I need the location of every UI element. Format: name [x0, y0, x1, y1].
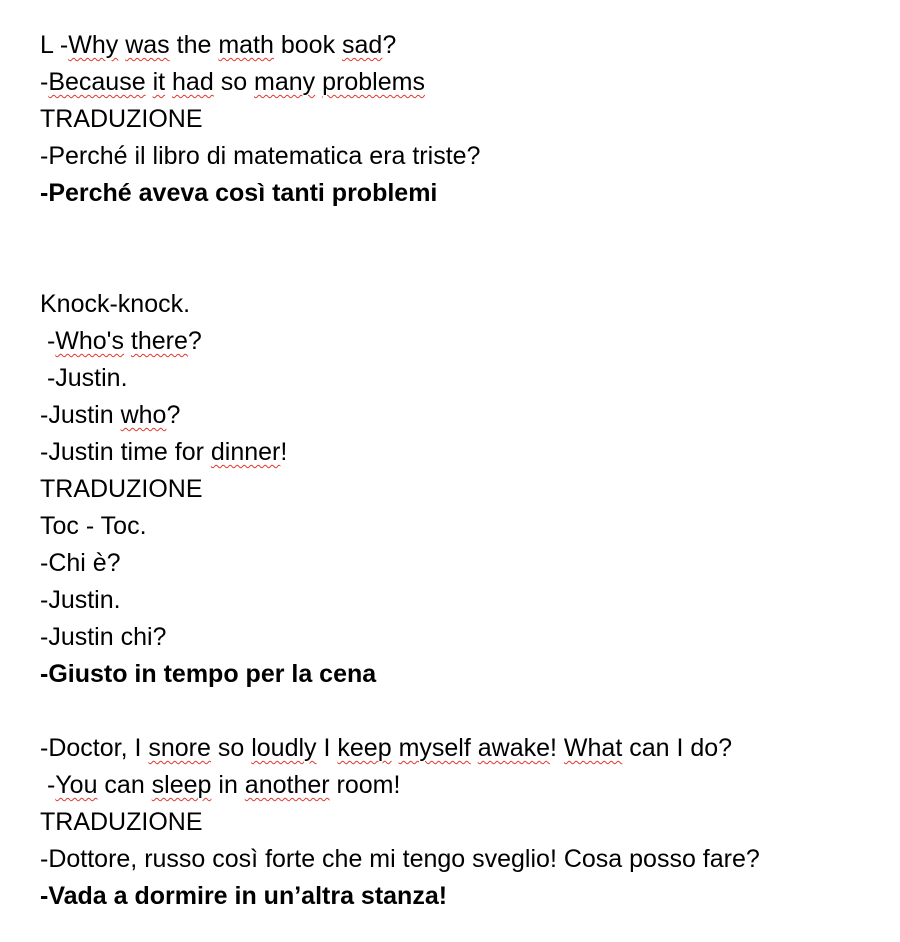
misspelled-word: awake: [477, 734, 551, 762]
misspelled-word: Why: [68, 31, 119, 59]
joke1-translation-heading: TRADUZIONE: [40, 105, 203, 133]
blank-line: [40, 212, 890, 249]
joke3-translation-answer: -Vada a dormire in un’altra stanza!: [40, 882, 448, 910]
joke2-line-justin: -Justin.: [40, 364, 128, 392]
joke2-line-punchline: -Justin time for dinner!: [40, 438, 288, 466]
misspelled-word: myself: [398, 734, 471, 762]
misspelled-word: snore: [148, 734, 211, 762]
misspelled-word: problems: [322, 68, 425, 96]
misspelled-word: dinner: [210, 438, 281, 466]
joke1-answer-line: -Because it had so many problems: [40, 68, 425, 96]
blank-line: [40, 249, 890, 286]
misspelled-word: math: [218, 31, 274, 59]
joke3-translation-heading: TRADUZIONE: [40, 808, 203, 836]
joke2-translation-heading: TRADUZIONE: [40, 475, 203, 503]
joke1-question-line: L -Why was the math book sad?: [40, 31, 397, 59]
misspelled-word: sleep: [151, 771, 212, 799]
document-page: [40, 27, 890, 915]
joke3-answer-line: -You can sleep in another room!: [40, 771, 401, 799]
misspelled-word: there: [130, 327, 188, 355]
misspelled-word: had: [172, 68, 214, 96]
joke2-line-whos-there: -Who's there?: [40, 327, 202, 355]
joke1-translation-question: -Perché il libro di matematica era triste?: [40, 142, 481, 170]
misspelled-word: What: [563, 734, 623, 762]
joke2-translation-answer: -Giusto in tempo per la cena: [40, 660, 377, 688]
misspelled-word: You: [55, 771, 98, 799]
joke3-translation-question: -Dottore, russo così forte che mi tengo sveglio! Cosa posso fare?: [40, 845, 760, 873]
blank-line: [40, 693, 890, 730]
joke2-translation-line: -Justin chi?: [40, 623, 167, 651]
misspelled-word: many: [254, 68, 316, 96]
misspelled-word: another: [244, 771, 330, 799]
misspelled-word: Because: [48, 68, 146, 96]
joke2-translation-line: Toc - Toc.: [40, 512, 147, 540]
joke2-line-knock: Knock-knock.: [40, 290, 191, 318]
misspelled-word: was: [125, 31, 170, 59]
joke3-question-line: -Doctor, I snore so loudly I keep myself awake! What can I do?: [40, 734, 733, 762]
joke2-translation-line: -Justin.: [40, 586, 121, 614]
misspelled-word: who: [120, 401, 167, 429]
misspelled-word: keep: [337, 734, 392, 762]
joke2-translation-line: -Chi è?: [40, 549, 121, 577]
misspelled-word: Who's: [55, 327, 124, 355]
misspelled-word: loudly: [251, 734, 317, 762]
misspelled-word: sad: [342, 31, 383, 59]
joke1-translation-answer: -Perché aveva così tanti problemi: [40, 179, 438, 207]
misspelled-word: it: [152, 68, 166, 96]
joke2-line-justin-who: -Justin who?: [40, 401, 181, 429]
